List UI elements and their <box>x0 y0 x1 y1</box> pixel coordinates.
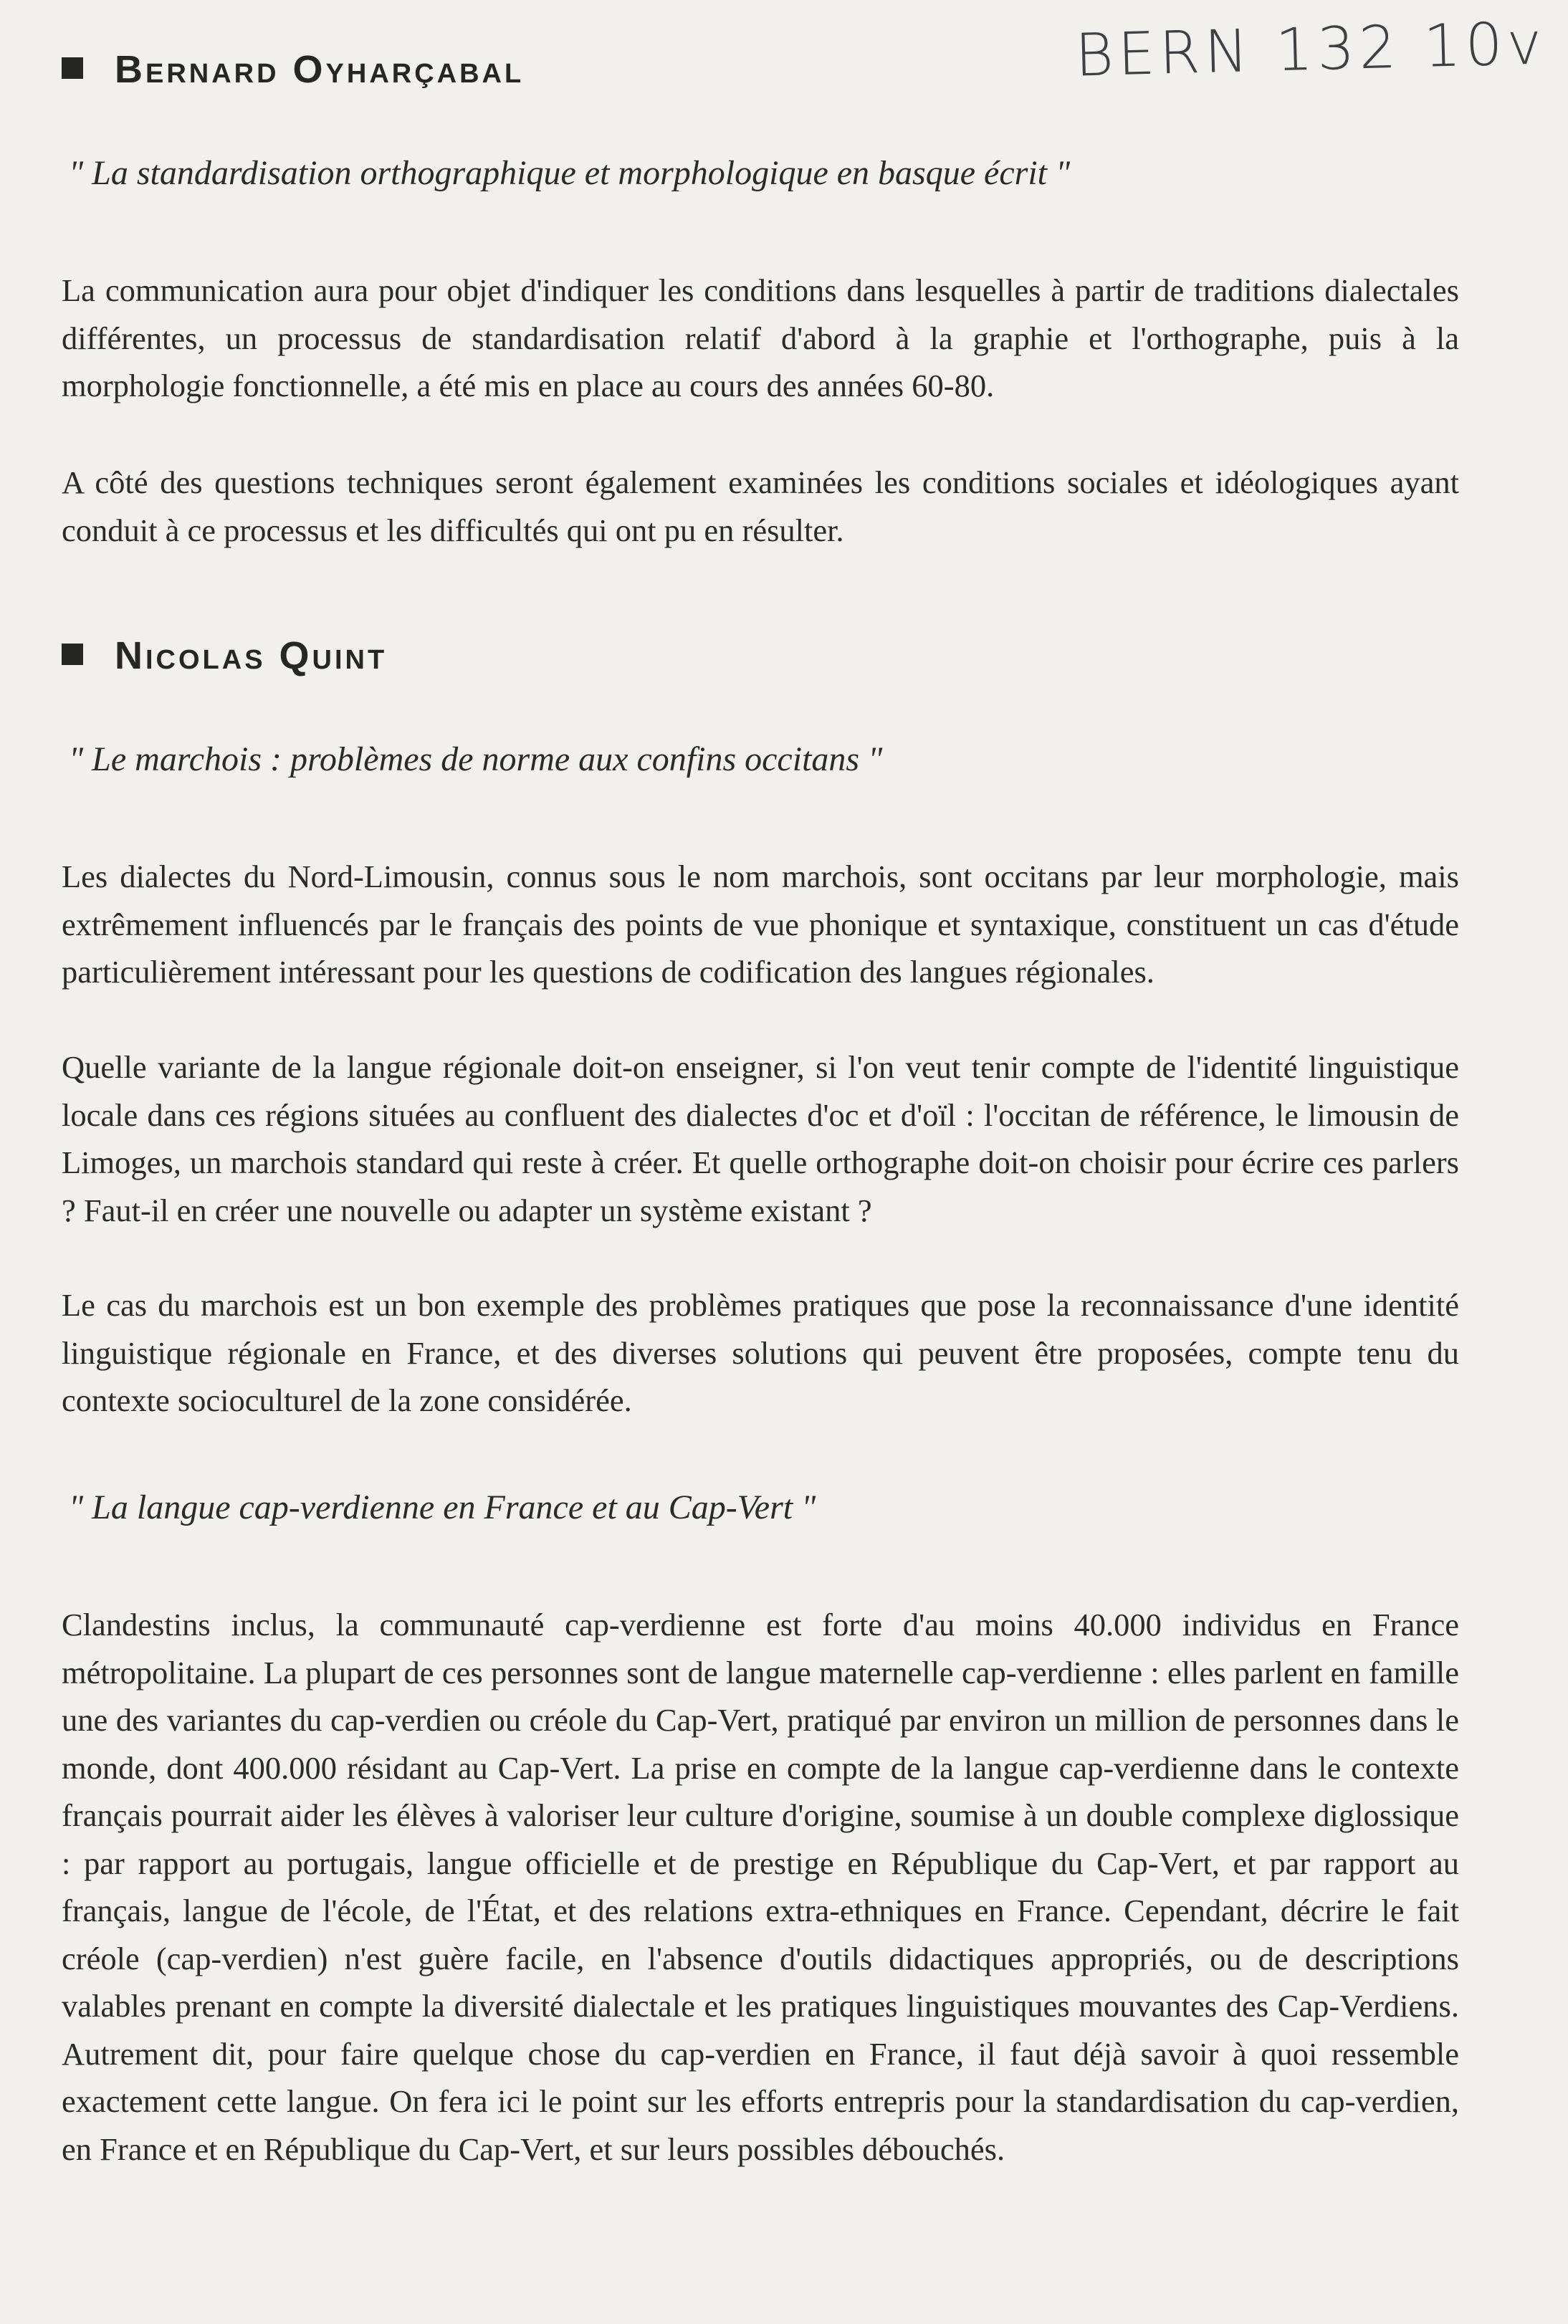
talk-title-basque: " La standardisation orthographique et morphologique en basque écrit " <box>69 154 1071 192</box>
paragraph: La communication aura pour objet d'indiquer les conditions dans lesquelles à partir de traditions dialectales différentes, un processus de standardisation relatif d'abord à la graphie et l'orthographe, puis à la morphologie fonctionnelle, a été mis en place au cours des années 60-80. <box>62 272 1459 403</box>
square-bullet-icon <box>62 644 83 665</box>
square-bullet-icon <box>62 57 83 79</box>
author-heading-oyharcabal <box>62 47 524 92</box>
paragraph: Les dialectes du Nord-Limousin, connus sous le nom marchois, sont occitans par leur morphologie, mais extrêmement influencés par le français des points de vue phonique et syntaxique, constituent un cas d'étude particulièrement intéressant pour les questions de codification des langues régionales. <box>62 859 1459 990</box>
author-name: Nicolas Quint <box>115 634 388 677</box>
author-name: Bernard Oyharçabal <box>115 48 525 91</box>
paragraph: Le cas du marchois est un bon exemple des problèmes pratiques que pose la reconnaissance d'une identité linguistique régionale en France, et des diverses solutions qui peuvent être proposées, compte tenu du contexte socioculturel de la zone considérée. <box>62 1287 1459 1418</box>
author-heading-quint <box>62 633 387 678</box>
paragraph: Clandestins inclus, la communauté cap-verdienne est forte d'au moins 40.000 individus en France métropolitaine. La plupart de ces personnes sont de langue maternelle cap-verdienne : elles parlent en famille une des variantes du cap-verdien ou créole du Cap-Vert, pratiqué par environ un million de personnes dans le monde, dont 400.000 résidant au Cap-Vert. La prise en compte de la langue cap-verdienne dans le contexte français pourrait aider les élèves à valoriser leur culture d'origine, soumise à un double complexe diglossique : par rapport au portugais, langue officielle et de prestige en République du Cap-Vert, et par rapport au français, langue de l'école, de l'État, et des relations extra-ethniques en France. Cependant, décrire le fait créole (cap-verdien) n'est guère facile, en l'absence d'outils didactiques appropriés, ou de descriptions valables prenant en compte la diversité dialectale et les pratiques linguistiques mouvantes des Cap-Verdiens. Autrement dit, pour faire quelque chose du cap-verdien en France, il faut déjà savoir à quoi ressemble exactement cette langue. On fera ici le point sur les efforts entrepris pour la standardisation du cap-verdien, en France et en République du Cap-Vert, et sur leurs possibles débouchés. <box>62 1607 1459 2167</box>
talk-title-cap-verdien: " La langue cap-verdienne en France et au Cap-Vert " <box>69 1488 816 1526</box>
handwritten-archive-note: BERN 132 10v <box>1074 9 1547 90</box>
paragraph: Quelle variante de la langue régionale doit-on enseigner, si l'on veut tenir compte de l'identité linguistique locale dans ces régions situées au confluent des dialectes d'oc et d'oïl : l'occitan de référence, le limousin de Limoges, un marchois standard qui reste à créer. Et quelle orthographe doit-on choisir pour écrire ces parlers ? Faut-il en créer une nouvelle ou adapter un système existant ? <box>62 1049 1459 1228</box>
paragraph: A côté des questions techniques seront également examinées les conditions sociales et idéologiques ayant conduit à ce processus et les difficultés qui ont pu en résulter. <box>62 464 1459 548</box>
talk-title-marchois: " Le marchois : problèmes de norme aux confins occitans " <box>69 740 883 778</box>
